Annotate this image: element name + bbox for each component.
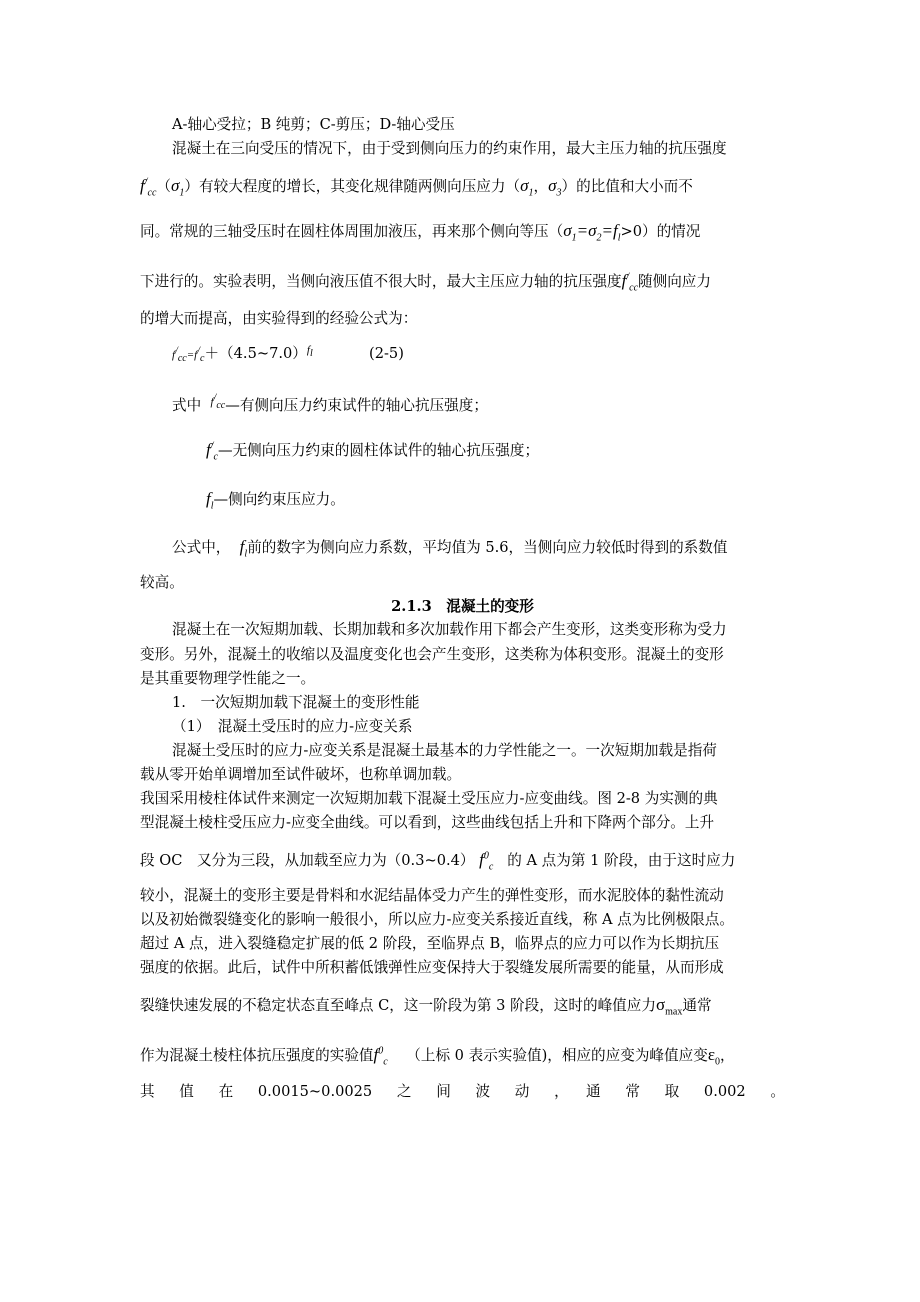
formula-eq-lhs: $f^/_{cc}=f^/_c$ [172, 345, 205, 365]
line-18: （1） 混凝土受压时的应力-应变关系 [172, 718, 413, 735]
line-25: 以及初始微裂缝变化的影响一般很小，所以应力-应变关系接近直线，称 A 点为比例极限点。 [140, 911, 734, 928]
line-11: 公式中， $f_l$前的数字为侧向应力系数，平均值为 5.6，当侧向应力较低时得到的系数值 [172, 537, 728, 560]
formula-sigma3: $\sigma_3$ [548, 176, 562, 199]
line-29: 作为混凝土棱柱体抗压强度的实验值$f^0_c$ （上标 0 表示实验值)，相应的应变为峰值应变$\varepsilon_0$， [140, 1045, 735, 1068]
line-19: 混凝土受压时的应力-应变关系是混凝土最基本的力学性能之一。一次短期加载是指荷 [172, 742, 717, 759]
line-12: 较高。 [140, 574, 184, 591]
formula-equal-pressure: $\sigma_1=\sigma_2=f_l$ [563, 221, 621, 244]
formula-fcc-2: $f^/_{cc}$ [621, 271, 639, 294]
line-30: 其 值 在 0.0015~0.0025 之 间 波 动 ， 通 常 取 0.002 。 [140, 1083, 785, 1100]
formula-fc0: $f^0_c$ [479, 850, 494, 873]
line-02: 混凝土在三向受压的情况下，由于受到侧向压力的约束作用，最大主压力轴的抗压强度 [172, 140, 727, 157]
line-20: 载从零开始单调增加至试件破坏，也称单调加载。 [140, 766, 462, 783]
line-10: $f_l—$侧向约束压应力。 [206, 489, 345, 512]
formula-fl-2: $f_l$ [239, 537, 248, 560]
line-27: 强度的依据。此后，试件中所积蓄低饿弹性应变保持大于裂缝发展所需要的能量，从而形成 [140, 959, 724, 976]
line-03: $f^/_{cc}(\sigma_1)$有较大程度的增长，其变化规律随两侧向压应力（$\sigma_1$，$\sigma_3$）的比值和大小而不 [140, 176, 693, 199]
line-23: 段 OC 又分为三段，从加载至应力为（0.3~0.4） $f^0_c$ 的 A 点为第 1 阶段，由于这时应力 [140, 850, 736, 873]
line-22: 型混凝土棱柱受压应力-应变全曲线。可以看到，这些曲线包括上升和下降两个部分。上升 [140, 814, 715, 831]
formula-sigma-max: $\sigma_{max}$ [655, 995, 683, 1018]
section-heading: 2.1.3 混凝土的变形 [391, 598, 534, 615]
formula-fcc-small: f/cc [210, 392, 226, 412]
formula-sigma1: $\sigma_1$ [171, 176, 185, 199]
equation-2-5: $f^/_{cc}=f^/_c+(4.5\sim 7.0)^{f_l}$ (2-5) [172, 344, 404, 365]
line-06: 的增大而提高，由实验得到的经验公式为： [140, 310, 418, 327]
line-16: 是其重要物理学性能之一。 [140, 670, 316, 687]
line-28: 裂缝快速发展的不稳定状态直至峰点 C，这一阶段为第 3 阶段，这时的峰值应力$\sigma_{max}$通常 [140, 995, 712, 1018]
formula-fcc: $f^/_{cc}$ [140, 176, 157, 199]
line-17: 1. 一次短期加载下混凝土的变形性能 [172, 694, 420, 711]
formula-fc: $f^/_c$ [206, 440, 218, 463]
formula-sigma1b: $\sigma_1$ [520, 176, 534, 199]
line-01: A-轴心受拉；B 纯剪；C-剪压；D-轴心受压 [172, 116, 455, 133]
line-04: 同。常规的三轴受压时在圆柱体周围加液压，再来那个侧向等压$(\sigma_1=\sigma_2=f_l>0)$的情况 [140, 221, 701, 244]
line-08: 式中 $^{f^/_{cc}}$—有侧向压力约束试件的轴心抗压强度； [172, 392, 488, 414]
formula-eq-fl: fl [306, 344, 313, 360]
line-26: 超过 A 点，进入裂缝稳定扩展的低 2 阶段，至临界点 B，临界点的应力可以作为长期抗压 [140, 935, 720, 952]
line-24: 较小，混凝土的变形主要是骨料和水泥结晶体受力产生的弹性变形，而水泥胶体的黏性流动 [140, 887, 724, 904]
line-05: 下进行的。实验表明，当侧向液压值不很大时，最大主压应力轴的抗压强度$f^/_{cc}$随侧向应力 [140, 271, 711, 294]
line-15: 变形。另外，混凝土的收缩以及温度变化也会产生变形，这类称为体积变形。混凝土的变形 [140, 646, 724, 663]
formula-fl: $f_l$ [206, 489, 214, 512]
formula-epsilon0: $\varepsilon_0$ [707, 1045, 720, 1068]
line-21: 我国采用棱柱体试件来测定一次短期加载下混凝土受压应力-应变曲线。图 2-8 为实测的典 [140, 790, 718, 807]
formula-fc0-2: $f^0_c$ [373, 1045, 388, 1068]
line-14: 混凝土在一次短期加载、长期加载和多次加载作用下都会产生变形，这类变形称为受力 [172, 621, 727, 638]
line-09: $f^/_c—$无侧向压力约束的圆柱体试件的轴心抗压强度； [206, 440, 540, 463]
equation-number: (2-5) [369, 345, 404, 362]
